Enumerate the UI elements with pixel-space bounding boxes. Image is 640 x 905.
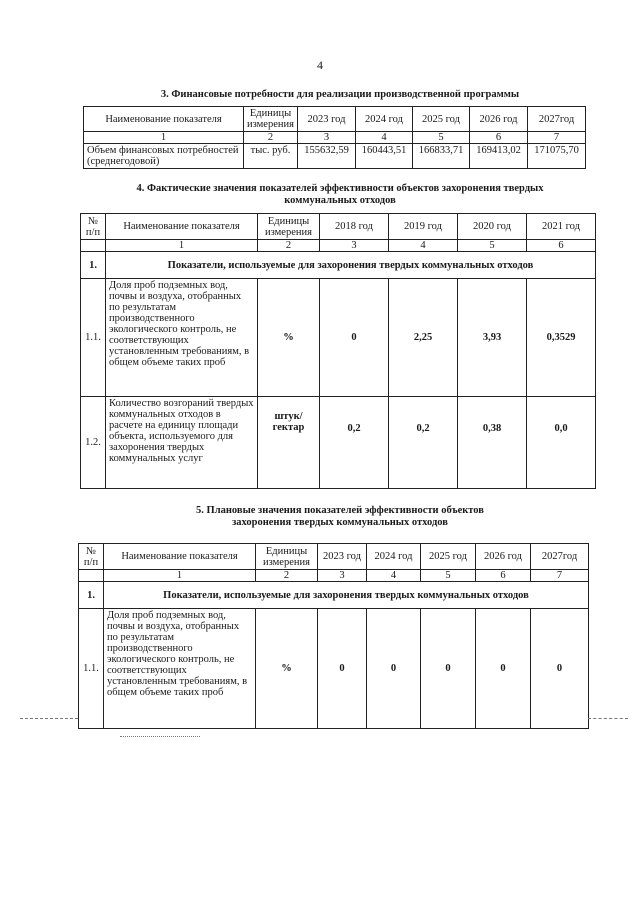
header-cell: Наименование показателя [84, 107, 244, 132]
scan-artifact-line [20, 718, 78, 719]
column-number: 7 [531, 570, 589, 582]
unit-cell: % [258, 279, 320, 397]
column-number: 4 [367, 570, 421, 582]
actual-indicators-table [80, 213, 596, 489]
header-cell: 2019 год [389, 214, 458, 240]
header-cell: Единицы измерения [256, 544, 318, 570]
planned-indicators-table [78, 543, 589, 729]
table-cell: 169413,02 [470, 144, 528, 169]
section5-title-line1: 5. Плановые значения показателей эффективности объектов [196, 505, 484, 516]
group-number: 1. [81, 252, 106, 279]
value-cell: 2,25 [389, 279, 458, 397]
header-cell: 2025 год [413, 107, 470, 132]
header-cell: 2026 год [470, 107, 528, 132]
value-cell: 0 [421, 609, 476, 729]
section4-title-line2: коммунальных отходов [284, 195, 396, 206]
header-cell: № п/п [79, 544, 104, 570]
indicator-name: Доля проб подземных вод, почвы и воздуха, отобранных по результатам производственного экологического контроль, не соответствующих установленным требованиям, в общем объеме таких проб [104, 609, 256, 729]
value-cell: 0,3529 [527, 279, 596, 397]
table-cell: 166833,71 [413, 144, 470, 169]
section5-title [60, 505, 620, 529]
column-number: 6 [470, 132, 528, 144]
page-number: 4 [317, 58, 323, 72]
value-cell: 0,2 [320, 397, 389, 489]
column-number: 2 [256, 570, 318, 582]
header-cell: 2018 год [320, 214, 389, 240]
section5-title-line2: захоронения твердых коммунальных отходов [232, 517, 448, 528]
section4-title [60, 183, 620, 207]
header-cell: 2020 год [458, 214, 527, 240]
section3-title: 3. Финансовые потребности для реализации производственной программы [160, 89, 520, 100]
header-cell: 2025 год [421, 544, 476, 570]
blank-cell [81, 240, 106, 252]
header-cell: 2027год [528, 107, 586, 132]
column-number: 1 [106, 240, 258, 252]
scan-artifact-line [588, 718, 628, 719]
table-cell: тыс. руб. [244, 144, 298, 169]
column-number: 5 [458, 240, 527, 252]
column-number: 2 [244, 132, 298, 144]
header-cell: Единицы измерения [258, 214, 320, 240]
column-number: 7 [528, 132, 586, 144]
table-cell: 155632,59 [298, 144, 356, 169]
scan-artifact-line [120, 736, 200, 737]
financial-needs-table [83, 106, 586, 169]
header-cell: Наименование показателя [106, 214, 258, 240]
header-cell: 2023 год [298, 107, 356, 132]
header-cell: Единицы измерения [244, 107, 298, 132]
column-number: 6 [527, 240, 596, 252]
section4-title-line1: 4. Фактические значения показателей эффективности объектов захоронения твердых [136, 183, 544, 194]
column-number: 2 [258, 240, 320, 252]
header-cell: № п/п [81, 214, 106, 240]
column-number: 3 [298, 132, 356, 144]
row-number: 1.1. [81, 279, 106, 397]
column-number: 3 [318, 570, 367, 582]
header-cell: 2026 год [476, 544, 531, 570]
table-cell: Объем финансовых потребностей (среднегодовой) [84, 144, 244, 169]
column-number: 1 [84, 132, 244, 144]
header-cell: 2027год [531, 544, 589, 570]
indicator-name: Доля проб подземных вод, почвы и воздуха, отобранных по результатам производственного экологического контроль, не соответствующих установленным требованиям, в общем объеме таких проб [106, 279, 258, 397]
header-cell: Наименование показателя [104, 544, 256, 570]
group-number: 1. [79, 582, 104, 609]
group-title: Показатели, используемые для захоронения твердых коммунальных отходов [106, 252, 596, 279]
value-cell: 0,38 [458, 397, 527, 489]
value-cell: 0,2 [389, 397, 458, 489]
header-cell: 2021 год [527, 214, 596, 240]
column-number: 5 [421, 570, 476, 582]
table-cell: 160443,51 [356, 144, 413, 169]
unit-cell: % [256, 609, 318, 729]
value-cell: 0 [367, 609, 421, 729]
column-number: 3 [320, 240, 389, 252]
table-cell: 171075,70 [528, 144, 586, 169]
value-cell: 0 [318, 609, 367, 729]
column-number: 5 [413, 132, 470, 144]
value-cell: 0 [476, 609, 531, 729]
header-cell: 2023 год [318, 544, 367, 570]
column-number: 4 [356, 132, 413, 144]
group-title: Показатели, используемые для захоронения твердых коммунальных отходов [104, 582, 589, 609]
column-number: 6 [476, 570, 531, 582]
row-number: 1.1. [79, 609, 104, 729]
header-cell: 2024 год [356, 107, 413, 132]
blank-cell [79, 570, 104, 582]
unit-cell: штук/ гектар [258, 397, 320, 489]
value-cell: 0,0 [527, 397, 596, 489]
indicator-name: Количество возгораний твердых коммунальных отходов в расчете на единицу площади объекта, используемого для захоронения твердых коммунальных услуг [106, 397, 258, 489]
row-number: 1.2. [81, 397, 106, 489]
value-cell: 0 [320, 279, 389, 397]
value-cell: 0 [531, 609, 589, 729]
column-number: 4 [389, 240, 458, 252]
value-cell: 3,93 [458, 279, 527, 397]
column-number: 1 [104, 570, 256, 582]
header-cell: 2024 год [367, 544, 421, 570]
